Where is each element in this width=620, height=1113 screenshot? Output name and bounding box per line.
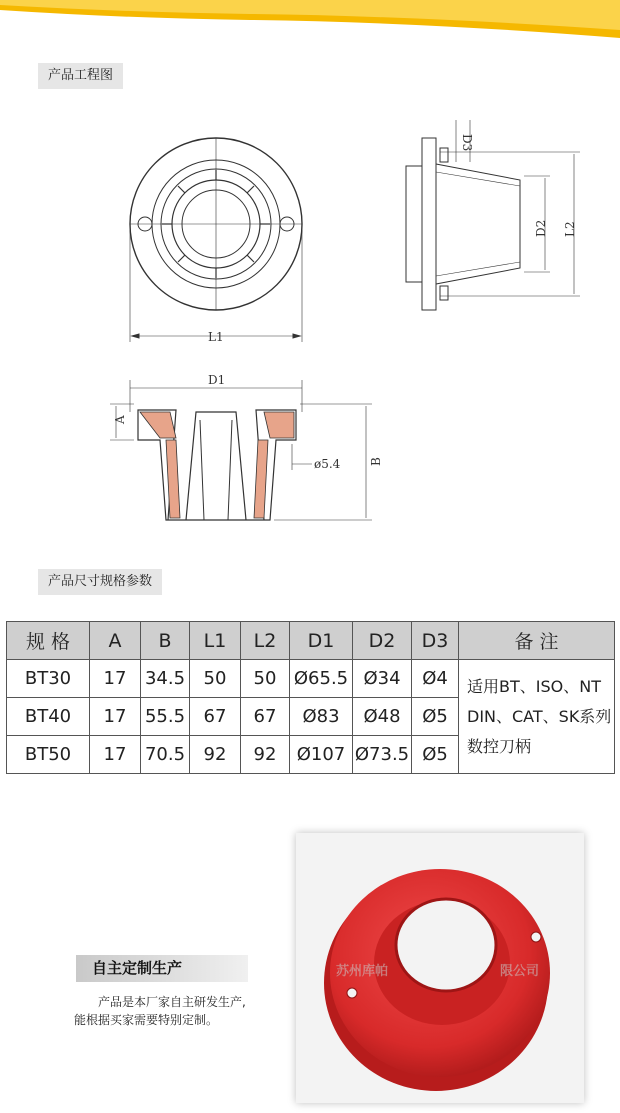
- header-cell: B: [141, 622, 190, 660]
- table-cell: 34.5: [141, 660, 190, 698]
- table-cell: Ø65.5: [290, 660, 353, 698]
- table-row: [7, 660, 615, 698]
- header-cell: L1: [190, 622, 241, 660]
- watermark-text: 苏州库帕: [336, 964, 389, 979]
- note-line: 数控刀柄: [467, 736, 532, 756]
- note-line: DIN、CAT、SK系列: [467, 706, 612, 726]
- table-cell: 92: [190, 736, 241, 774]
- label-D3: D3: [460, 134, 474, 152]
- spec-section-label: 产品尺寸规格参数: [38, 569, 162, 595]
- table-cell: 17: [90, 736, 141, 774]
- table-cell: 55.5: [141, 698, 190, 736]
- table-cell: Ø48: [353, 698, 412, 736]
- table-cell: Ø5: [412, 698, 459, 736]
- table-cell: Ø5: [412, 736, 459, 774]
- note-cell: [459, 660, 615, 774]
- header-cell: D2: [353, 622, 412, 660]
- table-cell: Ø34: [353, 660, 412, 698]
- table-cell: 17: [90, 698, 141, 736]
- table-cell: 50: [241, 660, 290, 698]
- custom-production-text: [74, 993, 246, 1029]
- table-cell: BT40: [7, 698, 90, 736]
- table-cell: 92: [241, 736, 290, 774]
- custom-text-line-2: 能根据买家需要特别定制。: [74, 1013, 219, 1027]
- table-cell: Ø4: [412, 660, 459, 698]
- label-L1: L1: [208, 330, 224, 344]
- table-header-row: [7, 622, 615, 660]
- label-hole-diameter: ø5.4: [314, 457, 341, 471]
- header-cell: A: [90, 622, 141, 660]
- table-cell: Ø73.5: [353, 736, 412, 774]
- table-cell: 67: [241, 698, 290, 736]
- table-cell: 67: [190, 698, 241, 736]
- label-L2: L2: [563, 221, 577, 237]
- custom-text-line-1: 产品是本厂家自主研发生产,: [98, 995, 246, 1009]
- table-cell: Ø83: [290, 698, 353, 736]
- header-cell: D3: [412, 622, 459, 660]
- label-A: A: [113, 415, 127, 424]
- header-cell: 备 注: [459, 622, 615, 660]
- label-B: B: [369, 457, 383, 466]
- engineering-section-label: 产品工程图: [38, 63, 123, 89]
- note-line: 适用BT、ISO、NT: [467, 676, 601, 696]
- watermark-text-2: 限公司: [500, 964, 540, 979]
- side-view: [406, 120, 580, 310]
- label-D2: D2: [534, 219, 548, 237]
- table-cell: 70.5: [141, 736, 190, 774]
- table-cell: Ø107: [290, 736, 353, 774]
- header-cell: 规 格: [7, 622, 90, 660]
- label-D1: D1: [208, 373, 226, 387]
- front-view: [130, 138, 302, 342]
- header-cell: D1: [290, 622, 353, 660]
- spec-table: [6, 621, 615, 774]
- table-cell: 50: [190, 660, 241, 698]
- table-cell: BT30: [7, 660, 90, 698]
- header-cell: L2: [241, 622, 290, 660]
- table-cell: 17: [90, 660, 141, 698]
- table-cell: BT50: [7, 736, 90, 774]
- product-photo: [296, 833, 584, 1103]
- custom-production-title: 自主定制生产: [76, 955, 248, 982]
- section-view: [110, 380, 372, 520]
- red-flange-image: [296, 833, 584, 1103]
